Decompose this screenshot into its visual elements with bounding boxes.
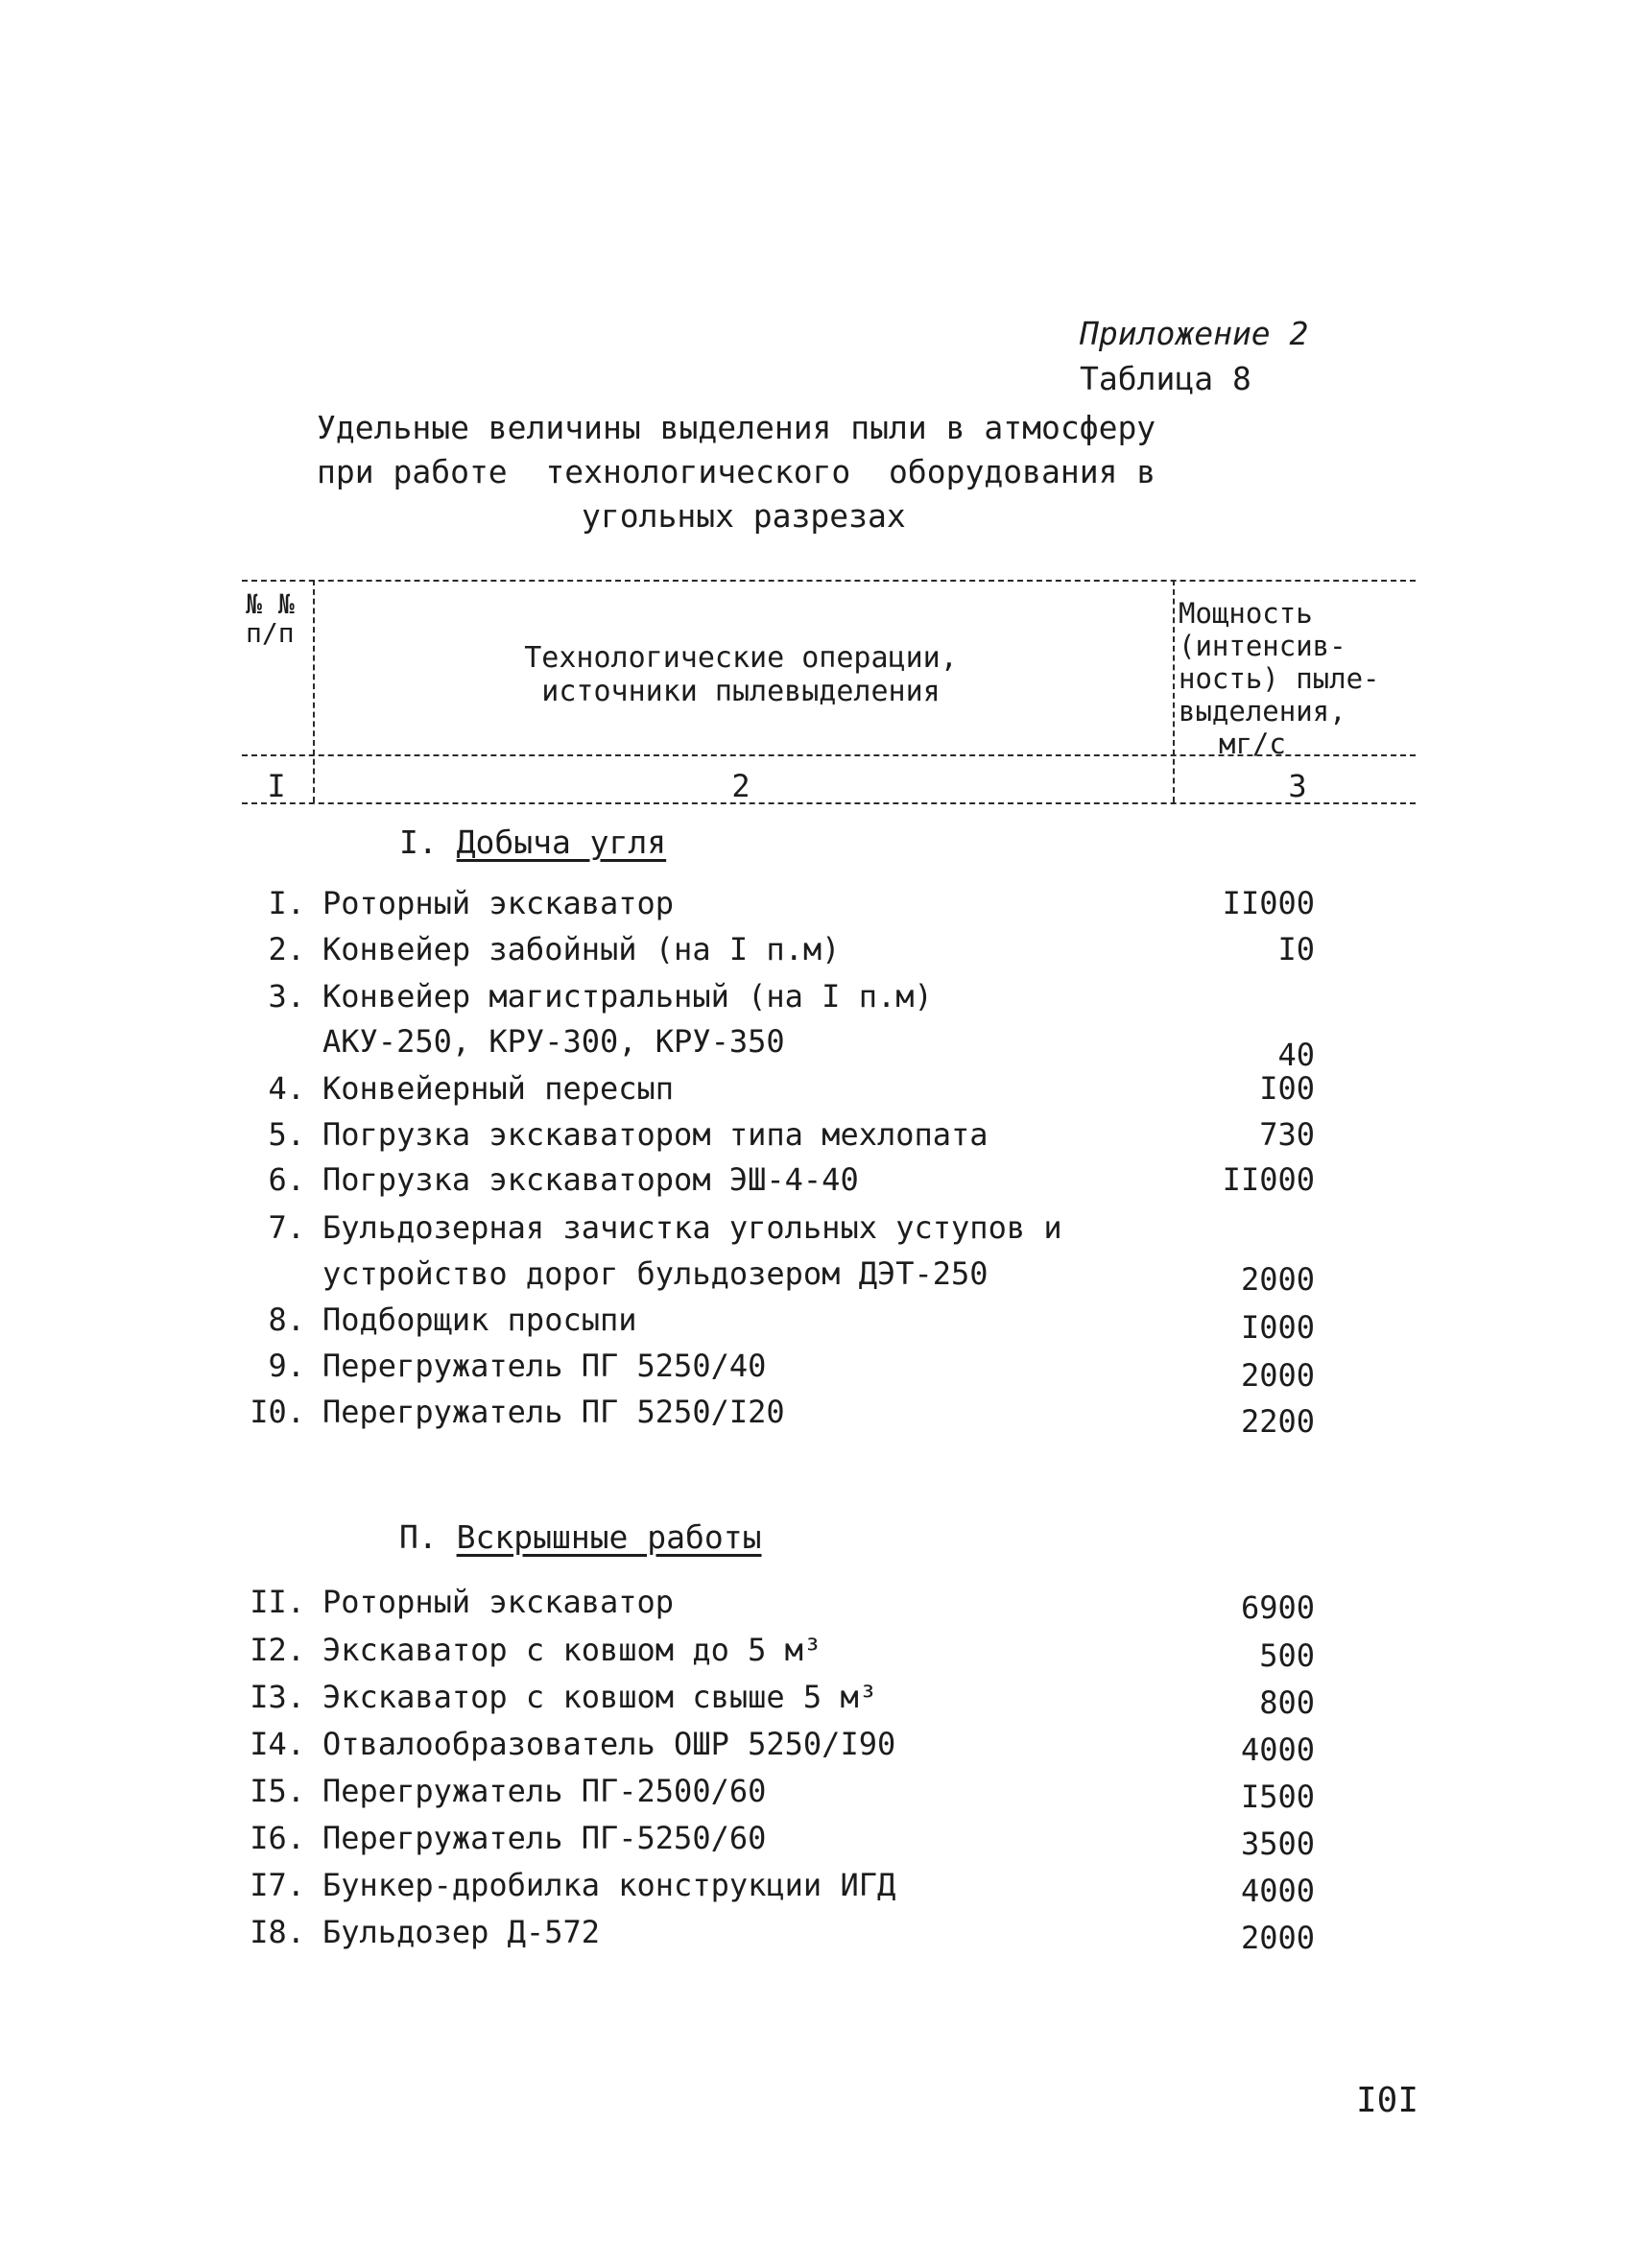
- row-value: I000: [1240, 1309, 1315, 1346]
- header-operations-column: [319, 641, 1163, 708]
- row-operation: Бульдозер Д-572: [322, 1914, 600, 1950]
- header-operations-line-2: источники пылевыделения: [541, 675, 941, 708]
- table-top-rule: [242, 580, 1416, 582]
- row-operation: Экскаватор с ковшом до 5 м³: [322, 1632, 822, 1668]
- section-prefix: I.: [399, 824, 457, 861]
- row-operation: Роторный экскаватор: [322, 885, 675, 921]
- row-operation: Погрузка экскаватором типа мехлопата: [322, 1116, 989, 1153]
- table-row: [240, 1914, 1315, 1958]
- row-operation: Бульдозерная зачистка угольных уступов и: [322, 1209, 1062, 1246]
- row-number: 7.: [268, 1209, 305, 1246]
- row-operation: Конвейер магистральный (на I п.м): [322, 978, 933, 1015]
- appendix-label: Приложение 2: [1080, 315, 1309, 352]
- row-operation: Экскаватор с ковшом свыше 5 м³: [322, 1679, 877, 1715]
- row-operation: Конвейер забойный (на I п.м): [322, 931, 841, 967]
- column-divider-2: [1173, 580, 1175, 802]
- row-value: 4000: [1240, 1873, 1315, 1909]
- row-number: II.: [250, 1584, 305, 1620]
- header-power-line-1: Мощность: [1179, 597, 1313, 630]
- row-number: 5.: [268, 1116, 305, 1153]
- header-power-column: [1179, 597, 1414, 760]
- header-number-line-1: № №: [246, 588, 295, 620]
- row-operation: Погрузка экскаватором ЭШ-4-40: [322, 1161, 859, 1198]
- table-row: [240, 1867, 1315, 1911]
- header-operations-line-1: Технологические операции,: [524, 641, 958, 675]
- table-title-line-3: угольных разрезах: [582, 497, 906, 535]
- row-value: 4000: [1240, 1731, 1315, 1768]
- column-number-1: I: [267, 768, 286, 804]
- table-row: [240, 1820, 1315, 1864]
- row-value: II000: [1222, 885, 1315, 921]
- table-row: [240, 1679, 1315, 1723]
- table-row: [240, 1773, 1315, 1817]
- table-row: [240, 885, 1315, 929]
- row-number: 4.: [268, 1070, 305, 1107]
- row-operation: Перегружатель ПГ 5250/I20: [322, 1394, 785, 1430]
- row-number: I7.: [250, 1867, 305, 1903]
- table-title-line-1: Удельные величины выделения пыли в атмосферу: [317, 409, 1156, 446]
- row-value: I00: [1259, 1070, 1315, 1107]
- row-number: I2.: [250, 1632, 305, 1668]
- row-operation: Конвейерный пересып: [322, 1070, 675, 1107]
- row-operation: Перегружатель ПГ-2500/60: [322, 1773, 767, 1809]
- header-power-line-2: (интенсив-: [1179, 630, 1346, 662]
- row-number: 2.: [268, 931, 305, 967]
- row-value: 2000: [1240, 1357, 1315, 1394]
- row-operation: Перегружатель ПГ-5250/60: [322, 1820, 767, 1856]
- section-prefix: П.: [399, 1518, 457, 1556]
- row-value: II000: [1222, 1161, 1315, 1198]
- section-name: Добыча угля: [456, 824, 667, 861]
- table-row: [240, 1209, 1315, 1253]
- row-value: I500: [1240, 1779, 1315, 1815]
- table-row: [240, 1023, 1315, 1073]
- header-number-line-2: п/п: [246, 617, 295, 649]
- row-value: 6900: [1240, 1589, 1315, 1626]
- row-operation: Перегружатель ПГ 5250/40: [322, 1348, 767, 1384]
- table-row: [240, 1584, 1315, 1628]
- table-title-line-2: при работе технологического оборудования в: [317, 453, 1156, 490]
- table-number: Таблица 8: [1080, 360, 1251, 397]
- section-heading-mining: [399, 824, 666, 861]
- header-power-line-4: выделения,: [1179, 695, 1346, 728]
- row-number: I3.: [250, 1679, 305, 1715]
- table-row: [240, 1301, 1315, 1346]
- column-divider-1: [313, 580, 315, 802]
- row-operation: Отвалообразователь ОШР 5250/I90: [322, 1726, 896, 1762]
- header-power-line-3: ность) пыле-: [1179, 662, 1380, 695]
- table-row: [240, 1348, 1315, 1392]
- row-number: 3.: [268, 978, 305, 1015]
- row-number: I.: [268, 885, 305, 921]
- table-row: [240, 1070, 1315, 1114]
- column-number-2: 2: [731, 768, 751, 804]
- column-number-3: 3: [1288, 768, 1307, 804]
- row-value: 730: [1259, 1116, 1315, 1153]
- row-value: 800: [1259, 1684, 1315, 1721]
- section-heading-overburden: [399, 1518, 762, 1556]
- row-operation: АКУ-250, КРУ-300, КРУ-350: [322, 1023, 785, 1060]
- row-operation: Бункер-дробилка конструкции ИГД: [322, 1867, 896, 1903]
- section-name: Вскрышные работы: [456, 1518, 762, 1556]
- row-number: I6.: [250, 1820, 305, 1856]
- table-row: [240, 978, 1315, 1022]
- row-number: 8.: [268, 1301, 305, 1338]
- table-row: [240, 1116, 1315, 1160]
- row-number: I5.: [250, 1773, 305, 1809]
- row-number: 9.: [268, 1348, 305, 1384]
- table-row: [240, 1255, 1315, 1300]
- row-operation: Подборщик просыпи: [322, 1301, 637, 1338]
- row-value: 500: [1259, 1637, 1315, 1674]
- row-operation: устройство дорог бульдозером ДЭТ-250: [322, 1255, 989, 1292]
- row-value: 40: [1277, 1037, 1315, 1073]
- row-number: I4.: [250, 1726, 305, 1762]
- row-value: 2000: [1240, 1261, 1315, 1298]
- table-row: [240, 1726, 1315, 1770]
- table-row: [240, 931, 1315, 975]
- row-number: I0.: [250, 1394, 305, 1430]
- row-value: 2200: [1240, 1403, 1315, 1440]
- row-number: I8.: [250, 1914, 305, 1950]
- row-operation: Роторный экскаватор: [322, 1584, 675, 1620]
- page-number: I0I: [1356, 2081, 1419, 2120]
- table-row: [240, 1161, 1315, 1206]
- row-value: I0: [1277, 931, 1315, 967]
- row-value: 2000: [1240, 1920, 1315, 1956]
- table-row: [240, 1632, 1315, 1676]
- row-value: 3500: [1240, 1826, 1315, 1862]
- header-power-line-5: мг/с: [1219, 728, 1286, 760]
- row-number: 6.: [268, 1161, 305, 1198]
- table-row: [240, 1394, 1315, 1438]
- header-number-column: [246, 590, 311, 648]
